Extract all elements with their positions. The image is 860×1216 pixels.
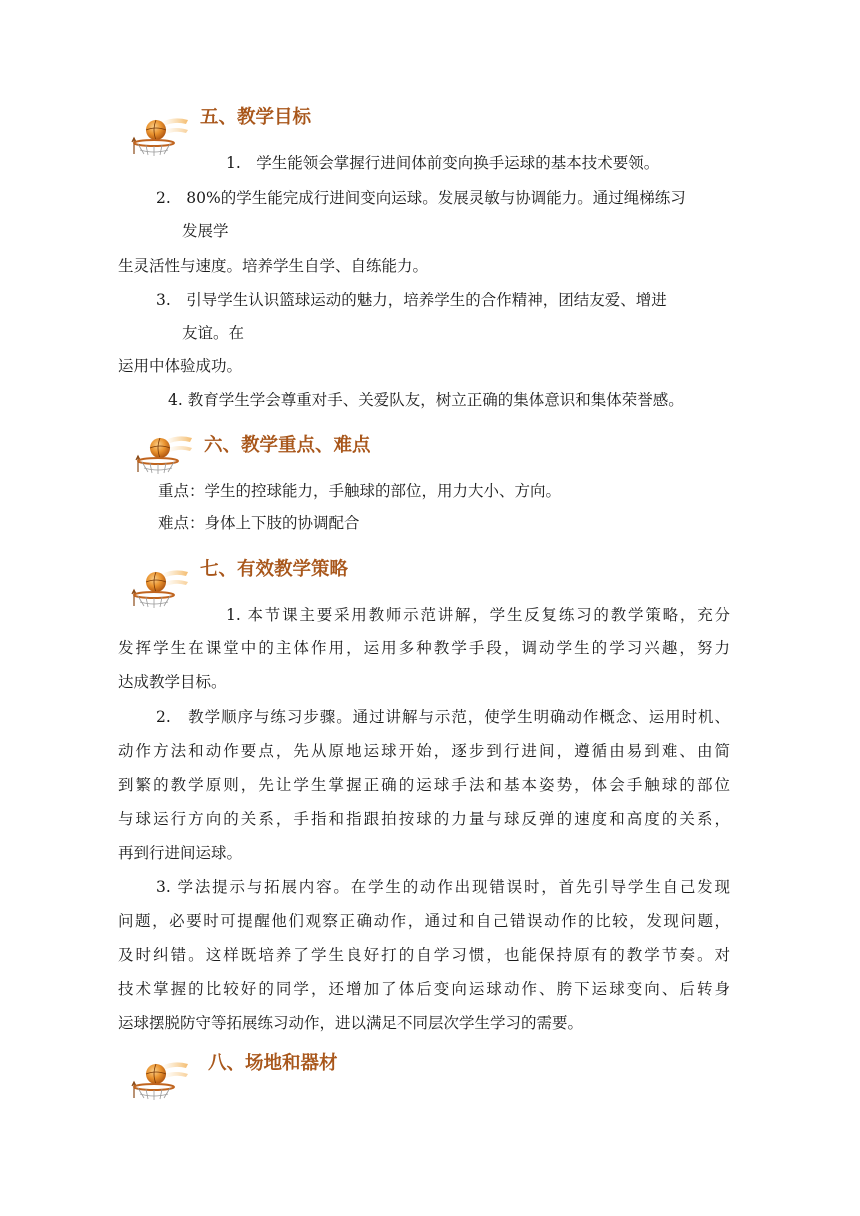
basketball-hoop-icon [130,566,190,610]
goal-line: 友谊。在 [182,324,245,342]
strategy-line: 技术掌握的比较好的同学，还增加了体后变向运球动作、胯下运球变向、后转身 [118,980,730,998]
strategy-line: 与球运行方向的关系，手指和指跟拍按球的力量与球反弹的速度和高度的关系， [118,810,730,828]
goal-line: 2. 80%的学生能完成行进间变向运球。发展灵敏与协调能力。通过绳梯练习 [156,189,686,207]
goal-line: 生灵活性与速度。培养学生自学、自练能力。 [118,257,429,275]
strategy-line: 运球摆脱防守等拓展练习动作，进以满足不同层次学生学习的需要。 [118,1014,584,1032]
strategy-line: 到繁的教学原则，先让学生掌握正确的运球手法和基本姿势，体会手触球的部位 [118,776,730,794]
goal-line: 4. 教育学生学会尊重对手、关爱队友，树立正确的集体意识和集体荣誉感。 [168,391,684,409]
section-title: 五、教学目标 [200,107,312,128]
goal-line: 运用中体验成功。 [118,357,243,375]
section-title: 七、有效教学策略 [200,559,349,580]
key-point-line: 重点：学生的控球能力，手触球的部位，用力大小、方向。 [158,482,562,500]
strategy-line: 1. 本节课主要采用教师示范讲解，学生反复练习的教学策略，充分 [226,606,730,624]
strategy-line: 3. 学法提示与拓展内容。在学生的动作出现错误时，首先引导学生自己发现 [156,878,730,896]
difficulty-line: 难点：身体上下肢的协调配合 [158,514,360,532]
strategy-line: 2. 教学顺序与练习步骤。通过讲解与示范，使学生明确动作概念、运用时机、 [156,708,730,726]
goal-line: 3. 引导学生认识篮球运动的魅力，培养学生的合作精神，团结友爱、增进 [156,291,667,309]
goal-line: 发展学 [182,222,229,240]
strategy-line: 及时纠错。这样既培养了学生良好打的自学习惯，也能保持原有的教学节奏。对 [118,946,730,964]
section-title: 八、场地和器材 [208,1053,338,1074]
basketball-hoop-icon [134,432,194,476]
strategy-line: 达成教学目标。 [118,673,227,691]
basketball-hoop-icon [130,1058,190,1102]
strategy-line: 动作方法和动作要点，先从原地运球开始，逐步到行进间，遵循由易到难、由简 [118,742,730,760]
strategy-line: 再到行进间运球。 [118,844,243,862]
strategy-line: 问题，必要时可提醒他们观察正确动作，通过和自己错误动作的比较，发现问题， [118,912,730,930]
basketball-hoop-icon [130,114,190,158]
goal-line: 1. 学生能领会掌握行进间体前变向换手运球的基本技术要领。 [226,154,660,172]
section-title: 六、教学重点、难点 [204,435,371,456]
strategy-line: 发挥学生在课堂中的主体作用，运用多种教学手段，调动学生的学习兴趣，努力 [118,639,730,657]
